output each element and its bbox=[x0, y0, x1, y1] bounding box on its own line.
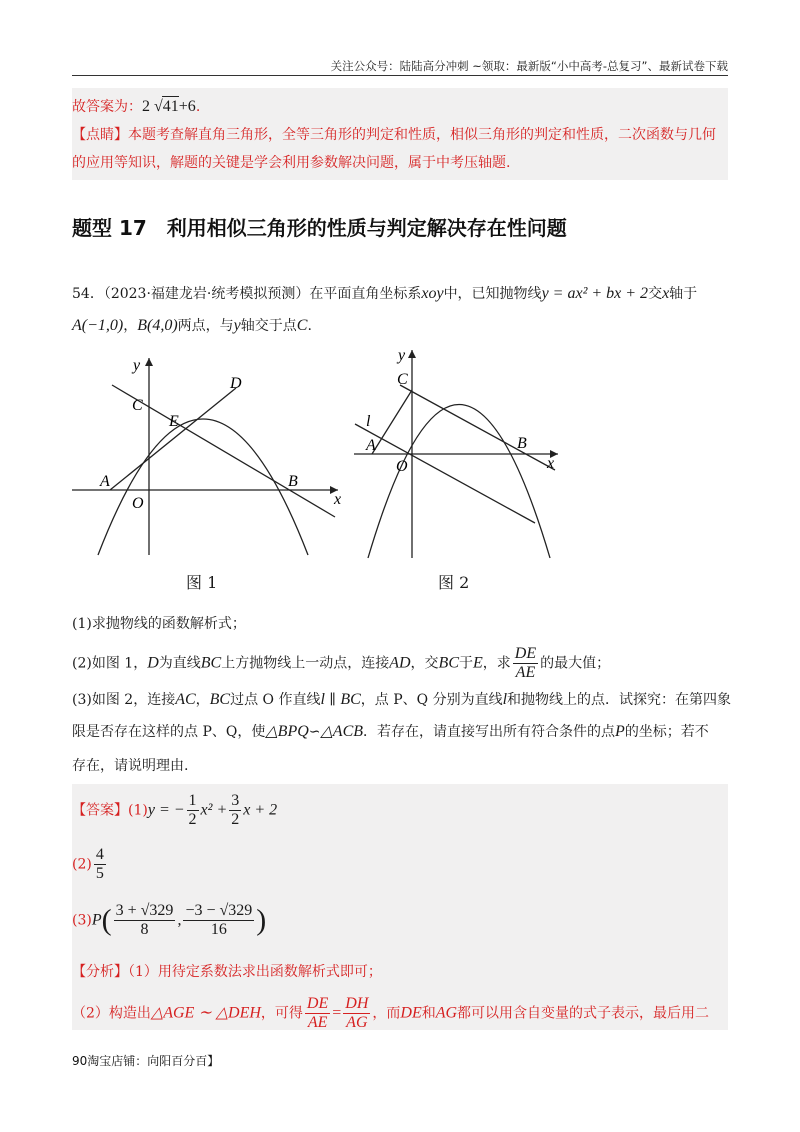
fig1-label-e: E bbox=[169, 413, 179, 430]
question-3-line-1 bbox=[72, 690, 731, 710]
problem-number: 54． bbox=[72, 286, 104, 302]
page-footer: 90淘宝店铺：向阳百分百】 bbox=[72, 1054, 220, 1068]
problem-text-c: 轴于 bbox=[669, 286, 698, 302]
section-title: 题型 17 利用相似三角形的性质与判定解决存在性问题 bbox=[72, 216, 567, 240]
q2-bc-2: BC bbox=[438, 654, 459, 672]
q2-part-e: 于 bbox=[459, 655, 473, 672]
prev-answer-value bbox=[142, 98, 196, 115]
analysis-2-frac-2 bbox=[343, 995, 370, 1032]
problem-text-e: 轴交于点 bbox=[240, 318, 297, 334]
answer-1-tail: x + 2 bbox=[243, 801, 278, 819]
answer-3-x-den: 8 bbox=[140, 921, 149, 938]
q2-part-g: 的最大值； bbox=[540, 655, 611, 672]
analysis-2-frac-2-den: AG bbox=[346, 1014, 368, 1031]
q3-p: P bbox=[615, 723, 625, 740]
analysis-line-1 bbox=[72, 962, 382, 982]
question-1: (1)求抛物线的函数解析式； bbox=[72, 616, 246, 632]
answer-1-lhs: y = − bbox=[147, 801, 185, 819]
fig2-label-o: O bbox=[396, 458, 408, 475]
q2-part-d: ，交 bbox=[410, 655, 439, 672]
answer-tag: 【答案】 bbox=[72, 802, 128, 819]
q3-l: l bbox=[320, 691, 325, 708]
q2-part-b: 为直线 bbox=[158, 655, 201, 672]
q3-part-h: 的坐标；若不 bbox=[624, 724, 709, 740]
q3-triangle-acb: △ACB bbox=[320, 723, 364, 740]
q3-part-f: 限是否存在这样的点 P、Q，使 bbox=[72, 724, 266, 740]
q2-frac-den: AE bbox=[515, 664, 536, 681]
analysis-2-frac-1-den: AE bbox=[307, 1014, 328, 1031]
fig2-label-c: C bbox=[397, 371, 408, 388]
answer-1-frac-1-den: 2 bbox=[188, 811, 197, 828]
answer-2-num: 4 bbox=[95, 846, 104, 863]
answer-3-p: P bbox=[91, 911, 102, 929]
q2-d: D bbox=[147, 654, 159, 672]
q2-e: E bbox=[473, 654, 483, 672]
analysis-line-2 bbox=[72, 995, 709, 1032]
problem-y-var: y bbox=[233, 317, 241, 334]
answer-2-den: 5 bbox=[95, 865, 104, 882]
analysis-2-triangles: △AGE ∼ △DEH bbox=[150, 1004, 261, 1022]
problem-xoy: xoy bbox=[421, 285, 444, 302]
prev-answer-coef: 2 bbox=[142, 98, 150, 115]
prev-answer-block bbox=[72, 88, 728, 180]
q3-triangle-bpq: △BPQ bbox=[265, 723, 309, 740]
answer-1 bbox=[72, 792, 277, 829]
answer-3-y-num: −3 − √329 bbox=[185, 902, 253, 919]
answer-3-x-frac bbox=[114, 902, 176, 939]
analysis-2-frac-1-num: DE bbox=[306, 995, 329, 1012]
fig2-label-a: A bbox=[366, 437, 376, 454]
page-header: 关注公众号：陆陆高分冲刺 ~领取：最新版“小中高考-总复习”、最新试卷下载 bbox=[330, 59, 728, 73]
analysis-2-ag: AG bbox=[435, 1004, 458, 1022]
prev-answer-line bbox=[72, 96, 200, 117]
q3-bc-2: BC bbox=[340, 691, 361, 708]
answer-3-open-paren: ( bbox=[101, 903, 112, 937]
q3-part-e: 和抛物线上的点．试探究：在第四象 bbox=[507, 692, 732, 708]
prev-answer-label: 故答案为： bbox=[72, 99, 142, 115]
answer-1-frac-2-den: 2 bbox=[231, 811, 240, 828]
answer-1-mid: x² + bbox=[200, 801, 228, 819]
fig1-line-bc bbox=[112, 385, 335, 517]
q2-bc: BC bbox=[200, 654, 222, 672]
answer-3-y-frac bbox=[183, 902, 254, 939]
answer-1-label: (1) bbox=[128, 802, 148, 819]
question-3-line-2 bbox=[72, 722, 709, 742]
q3-bc: BC bbox=[209, 691, 231, 708]
fig1-label-d: D bbox=[230, 375, 242, 392]
answer-1-frac-2-num: 3 bbox=[231, 792, 240, 809]
q3-part-d: ，点 P、Q 分别为直线 bbox=[360, 692, 503, 708]
analysis-tag: 【分析】 bbox=[72, 964, 128, 980]
fig2-label-x: x bbox=[547, 455, 555, 472]
fig2-label-y: y bbox=[398, 347, 406, 364]
problem-line-1 bbox=[72, 284, 697, 304]
prev-answer-radicand: 41 bbox=[162, 98, 179, 115]
answer-3-comma: , bbox=[177, 911, 182, 929]
problem-text-b: 交 bbox=[648, 286, 663, 302]
q2-part-a: (2)如图 1， bbox=[72, 655, 148, 672]
q2-part-f: ，求 bbox=[482, 655, 511, 672]
comment-text-1: 本题考查解直角三角形，全等三角形的判定和性质，相似三角形的判定和性质，二次函数与几何 bbox=[128, 127, 716, 143]
q3-l-2: l bbox=[502, 691, 508, 708]
fig1-label-x: x bbox=[334, 491, 342, 508]
q2-part-c: 上方抛物线上一动点，连接 bbox=[221, 655, 390, 672]
problem-x-var: x bbox=[662, 285, 670, 302]
analysis-2-d: 都可以用含自变量的式子表示，最后用二 bbox=[457, 1005, 710, 1022]
answer-block bbox=[72, 784, 728, 1030]
prev-answer-sqrt bbox=[162, 96, 179, 117]
answer-3-x-num: 3 + √329 bbox=[115, 902, 174, 919]
problem-point-b: B(4,0) bbox=[137, 317, 178, 334]
header-rule bbox=[72, 75, 728, 76]
problem-point-c: C bbox=[296, 317, 308, 334]
fig2-label-l: l bbox=[366, 413, 371, 430]
figure-1-caption: 图 1 bbox=[186, 573, 218, 592]
figure-2-caption: 图 2 bbox=[438, 573, 470, 592]
answer-3-label: (3) bbox=[72, 912, 92, 929]
fig2-y-arrow bbox=[408, 350, 416, 358]
answer-2 bbox=[72, 846, 108, 883]
comment-line-1 bbox=[72, 125, 716, 145]
prev-answer-period: . bbox=[195, 99, 201, 115]
problem-text-f: . bbox=[307, 318, 312, 334]
fig1-y-arrow bbox=[145, 358, 153, 366]
analysis-line-1-text: （1）用待定系数法求出函数解析式即可； bbox=[128, 964, 382, 980]
q2-fraction bbox=[513, 645, 538, 682]
question-2 bbox=[72, 645, 610, 682]
q3-part-a: (3)如图 2，连接 bbox=[72, 692, 176, 708]
analysis-2-frac-2-num: DH bbox=[345, 995, 369, 1012]
fig1-label-y: y bbox=[133, 357, 141, 374]
comment-line-2: 的应用等知识，解题的关键是学会利用参数解决问题，属于中考压轴题. bbox=[72, 155, 511, 171]
q3-part-c: 过点 O 作直线 bbox=[230, 692, 321, 708]
answer-1-frac-1-num: 1 bbox=[188, 792, 197, 809]
analysis-2-de: DE bbox=[400, 1004, 422, 1022]
fig1-label-o: O bbox=[132, 495, 144, 512]
q3-part-g: ．若存在，请直接写出所有符合条件的点 bbox=[363, 724, 616, 740]
answer-1-frac-1 bbox=[187, 792, 199, 829]
analysis-2-a: （2）构造出 bbox=[72, 1005, 151, 1022]
q2-ad: AD bbox=[389, 654, 411, 672]
fig1-label-a: A bbox=[100, 473, 110, 490]
problem-text-d: 两点，与 bbox=[177, 318, 234, 334]
fig1-label-c: C bbox=[132, 397, 143, 414]
answer-1-frac-2 bbox=[229, 792, 241, 829]
answer-3-y-den: 16 bbox=[210, 921, 227, 938]
fig1-label-b: B bbox=[288, 473, 298, 490]
problem-equation: y = ax² + bx + 2 bbox=[541, 285, 649, 302]
q3-part-b: ， bbox=[195, 692, 210, 708]
answer-2-label: (2) bbox=[72, 856, 92, 873]
problem-text-a: 中，已知抛物线 bbox=[443, 286, 542, 302]
analysis-2-eq: = bbox=[332, 1004, 342, 1022]
figure-2 bbox=[350, 340, 570, 560]
figure-1 bbox=[70, 350, 350, 560]
analysis-2-frac-1 bbox=[305, 995, 330, 1032]
fig1-line-ad bbox=[110, 388, 236, 490]
answer-3-close-paren: ) bbox=[256, 903, 267, 937]
problem-source: （2023·福建龙岩·统考模拟预测）在平面直角坐标系 bbox=[103, 286, 422, 302]
problem-comma: ， bbox=[123, 318, 138, 334]
q3-similar: ∽ bbox=[308, 724, 321, 740]
analysis-2-c: ，而 bbox=[372, 1005, 401, 1022]
analysis-2-b: ，可得 bbox=[260, 1005, 303, 1022]
comment-tag: 【点睛】 bbox=[72, 127, 128, 143]
q3-parallel: ∥ bbox=[324, 692, 341, 708]
prev-answer-tail: +6 bbox=[178, 98, 196, 115]
question-3-line-3: 存在，请说明理由. bbox=[72, 758, 189, 774]
analysis-2-and: 和 bbox=[421, 1005, 436, 1022]
q3-ac: AC bbox=[175, 691, 196, 708]
problem-line-2 bbox=[72, 316, 312, 336]
problem-point-a: A(−1,0) bbox=[72, 317, 124, 334]
fig2-label-b: B bbox=[517, 435, 527, 452]
answer-2-frac bbox=[94, 846, 106, 883]
q2-frac-num: DE bbox=[514, 645, 537, 662]
answer-3 bbox=[72, 902, 266, 939]
